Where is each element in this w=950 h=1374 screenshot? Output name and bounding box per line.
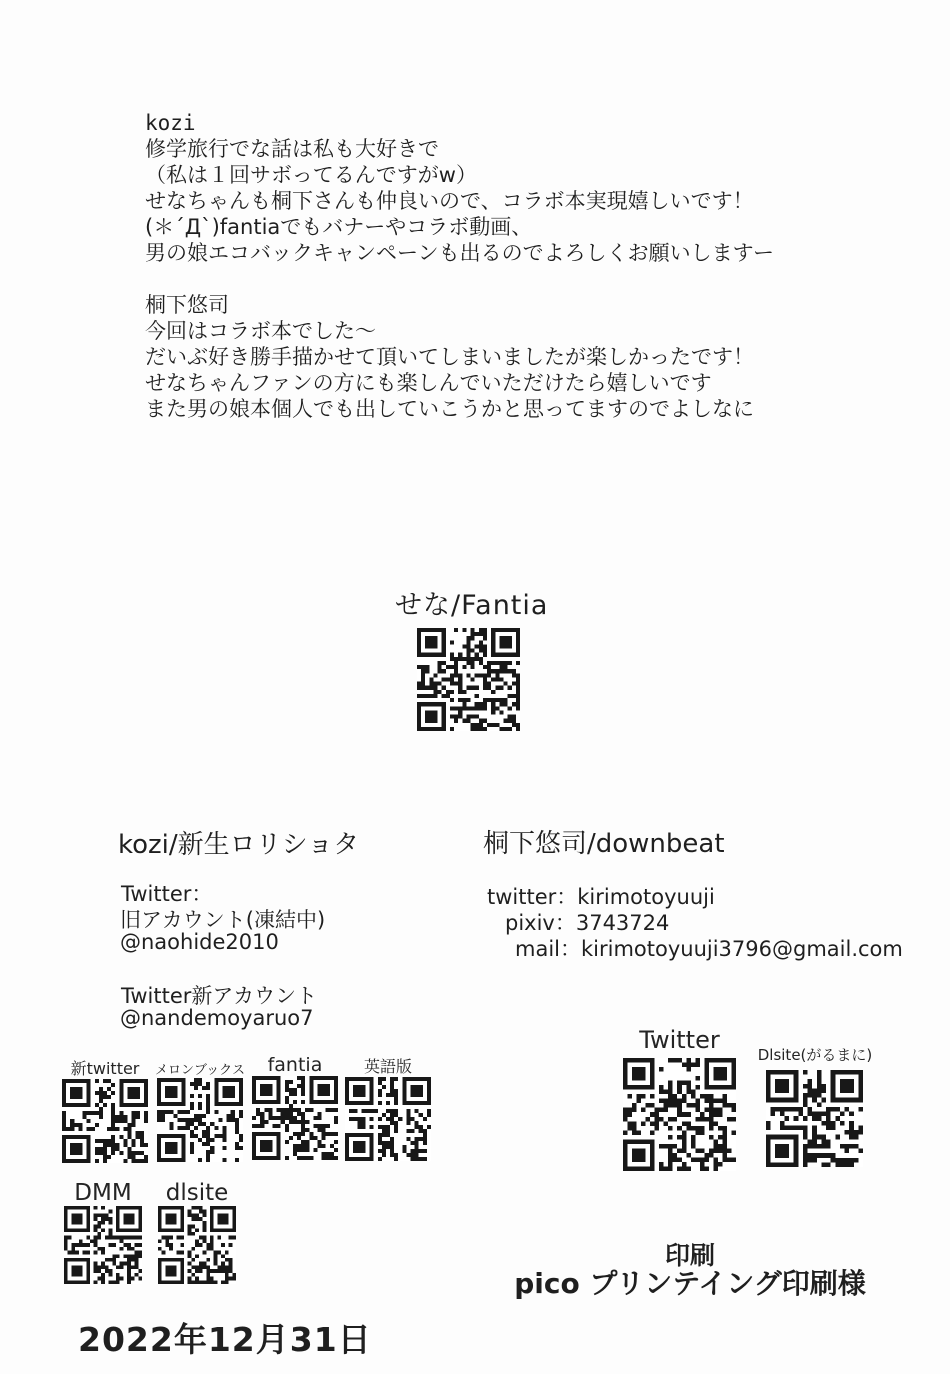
qr-label-right-twitter: Twitter [639,1026,720,1054]
left-old-handle: @naohide2010 [120,930,279,954]
comment-line: （私は１回サボってるんですがw） [145,163,477,187]
qr-label-new-twitter: 新twitter [70,1059,140,1078]
qr-label-fantia: fantia [267,1054,323,1076]
left-new-handle: @nandemoyaruo7 [120,1006,314,1030]
sena-fantia-heading: せな/Fantia [395,590,549,621]
qr-label-dmm: DMM [74,1180,132,1206]
melonbooks-qr-code [157,1078,243,1162]
new-twitter-qr-code [62,1079,148,1163]
left-new-account-label: Twitter新アカウント [121,984,318,1008]
dlsite-qr-code [158,1206,236,1284]
comment-block-kirishita [145,292,754,422]
qr-label-english-version: 英語版 [363,1057,412,1076]
printer-name: pico プリンテイング印刷様 [514,1267,866,1300]
comment-line: だいぶ好き勝手描かせて頂いてしまいましたが楽しかったです！ [145,345,754,369]
left-qr-row-1 [62,1056,431,1163]
qr-item-english-version [345,1056,431,1163]
comment-line: 今回はコラボ本でした～ [145,319,376,343]
qr-item-dlsite [158,1180,236,1284]
left-twitter-label: Twitter： [121,882,213,906]
left-profile-title: kozi/新生ロリショタ [118,830,360,860]
dmm-qr-code [64,1206,142,1284]
right-profile-title: 桐下悠司/downbeat [483,829,725,859]
qr-item-new-twitter [62,1056,148,1163]
dlsite-garumani-qr-code [766,1070,863,1167]
fantia-qr-code [252,1076,338,1160]
comment-line: (＊´Д`)fantiaでもバナーやコラボ動画、 [145,215,533,239]
right-twitter-handle: twitter：kirimotoyuuji [487,885,715,909]
english-version-qr-code [345,1077,431,1161]
left-qr-row-2 [64,1180,236,1284]
publication-date: 2022年12月31日 [78,1320,372,1359]
left-old-account: 旧アカウント(凍結中) [120,908,326,932]
comment-line: また男の娘本個人でも出していこうかと思ってますのでよしなに [145,397,754,421]
qr-item-fantia [252,1056,338,1163]
qr-label-dlsite-garumani: Dlsite(がるまに) [757,1046,873,1064]
author-name-kozi: kozi [145,111,196,135]
comment-block-kozi [145,110,774,266]
right-pixiv-id: pixiv：3743724 [505,911,670,935]
sena-fantia-qr-code [417,628,520,731]
comment-line: 男の娘エコバックキャンペーンも出るのでよろしくお願いしますー [145,241,774,265]
printing-label: 印刷 [664,1241,715,1270]
comment-line: せなちゃんも桐下さんも仲良いので、コラボ本実現嬉しいです！ [145,189,754,213]
qr-item-melonbooks [155,1056,245,1163]
author-name-kirishita: 桐下悠司 [145,293,229,317]
qr-label-melonbooks: メロンブックス [155,1063,245,1078]
comment-line: せなちゃんファンの方にも楽しんでいただけたら嬉しいです [145,371,712,395]
qr-item-dmm [64,1180,142,1284]
right-twitter-qr-code [623,1058,736,1171]
right-mail-address: mail：kirimotoyuuji3796@gmail.com [515,937,903,961]
qr-label-dlsite: dlsite [165,1180,229,1206]
comment-line: 修学旅行でな話は私も大好きで [145,137,439,161]
